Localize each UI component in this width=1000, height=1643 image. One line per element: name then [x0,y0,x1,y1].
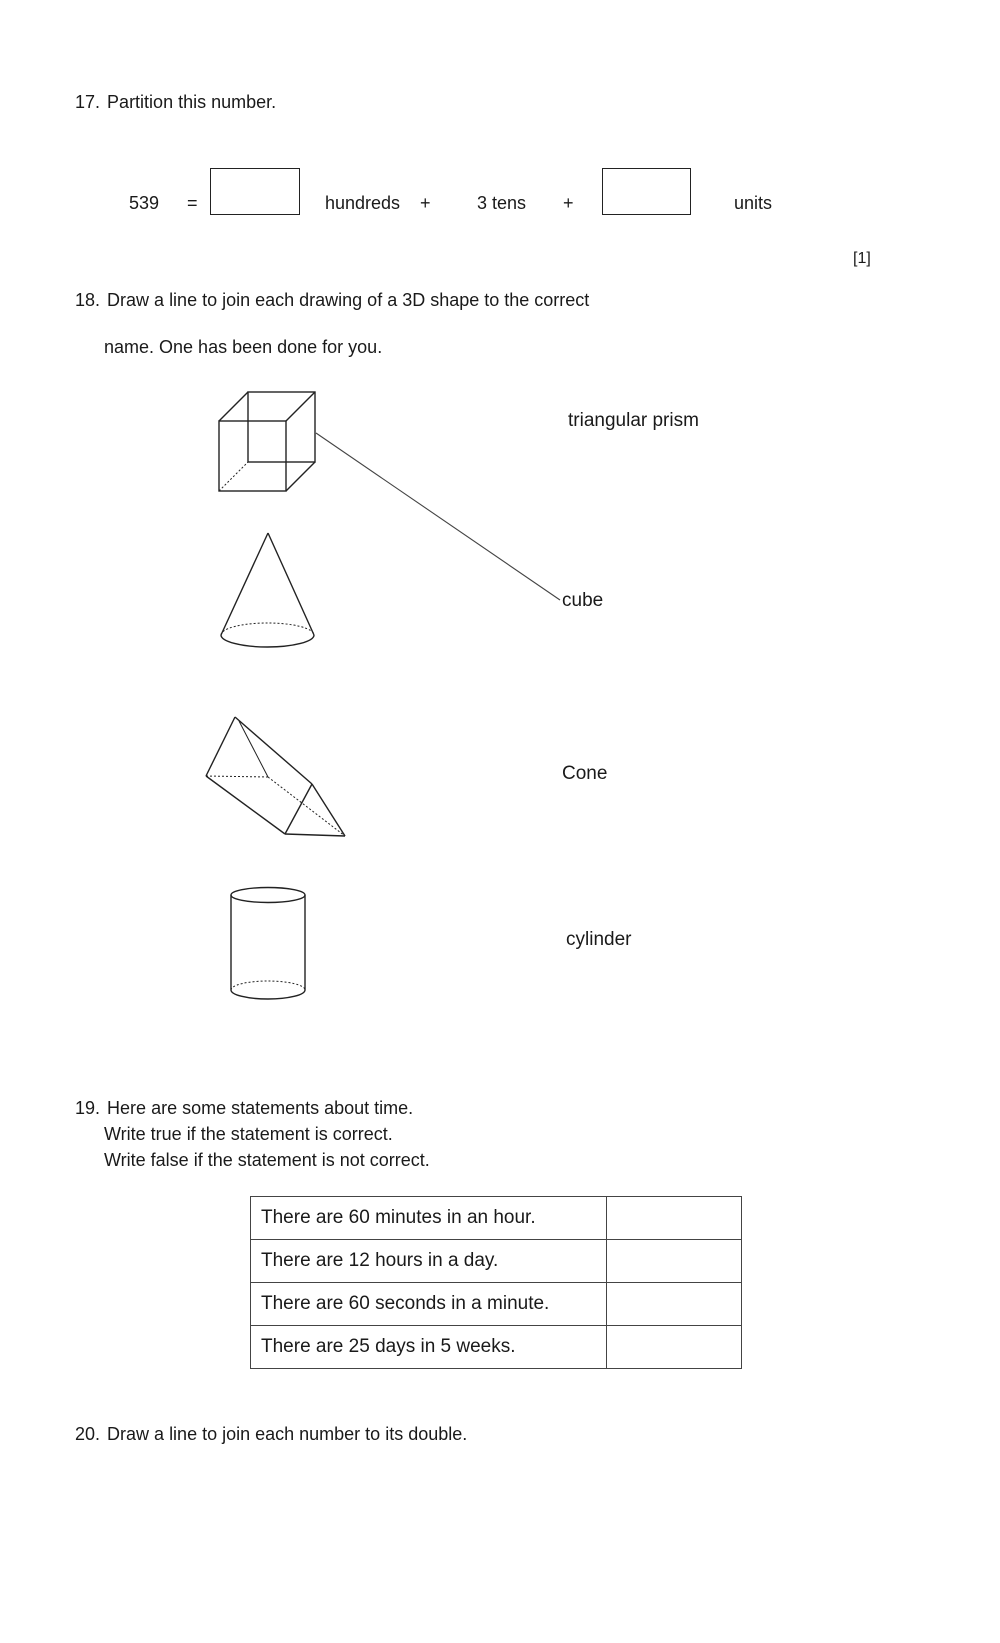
q17-tens-label: 3 tens [477,193,527,213]
statement-cell: There are 25 days in 5 weeks. [251,1326,607,1369]
name-cylinder[interactable]: cylinder [566,929,632,950]
statement-cell: There are 60 minutes in an hour. [251,1197,607,1240]
q18-number: 18. [75,290,101,310]
q17-plus-1: + [420,193,431,213]
q18-prompt-line2: name. One has been done for you. [104,337,383,357]
name-triangular-prism[interactable]: triangular prism [568,410,699,431]
q18-prompt-line1: Draw a line to join each drawing of a 3D shape to the correct [107,290,590,310]
q20-number: 20. [75,1424,101,1444]
name-cone[interactable]: Cone [562,763,608,784]
example-match-line [316,433,560,600]
q20-heading [75,1424,467,1445]
true-false-table [250,1196,742,1369]
q19-line1: Here are some statements about time. [107,1098,414,1118]
q17-number: 17. [75,92,101,112]
q19-number: 19. [75,1098,101,1118]
name-cube[interactable]: cube [562,590,604,611]
cylinder-drawing[interactable] [231,888,305,1000]
answer-cell[interactable] [607,1283,742,1326]
answer-cell[interactable] [607,1326,742,1369]
table-row [251,1240,742,1283]
q17-marks: [1] [853,250,871,267]
answer-cell[interactable] [607,1197,742,1240]
triangular-prism-drawing[interactable] [206,717,345,836]
q19-heading [75,1098,413,1119]
table-row [251,1283,742,1326]
q20-prompt: Draw a line to join each number to its double. [107,1424,468,1444]
q17-prompt: Partition this number. [107,92,277,112]
statement-cell: There are 60 seconds in a minute. [251,1283,607,1326]
q17-equals: = [187,193,198,213]
cone-drawing[interactable] [221,533,314,647]
q19-line2: Write true if the statement is correct. [104,1124,393,1144]
q17-units-label: units [734,193,773,213]
table-row [251,1197,742,1240]
q19-line3: Write false if the statement is not correct. [104,1150,430,1170]
q17-hundreds-label: hundreds [325,193,401,213]
q17-value: 539 [129,193,160,213]
statement-cell: There are 12 hours in a day. [251,1240,607,1283]
cube-drawing[interactable] [219,392,315,491]
table-row [251,1326,742,1369]
answer-cell[interactable] [607,1240,742,1283]
q17-plus-2: + [563,193,574,213]
